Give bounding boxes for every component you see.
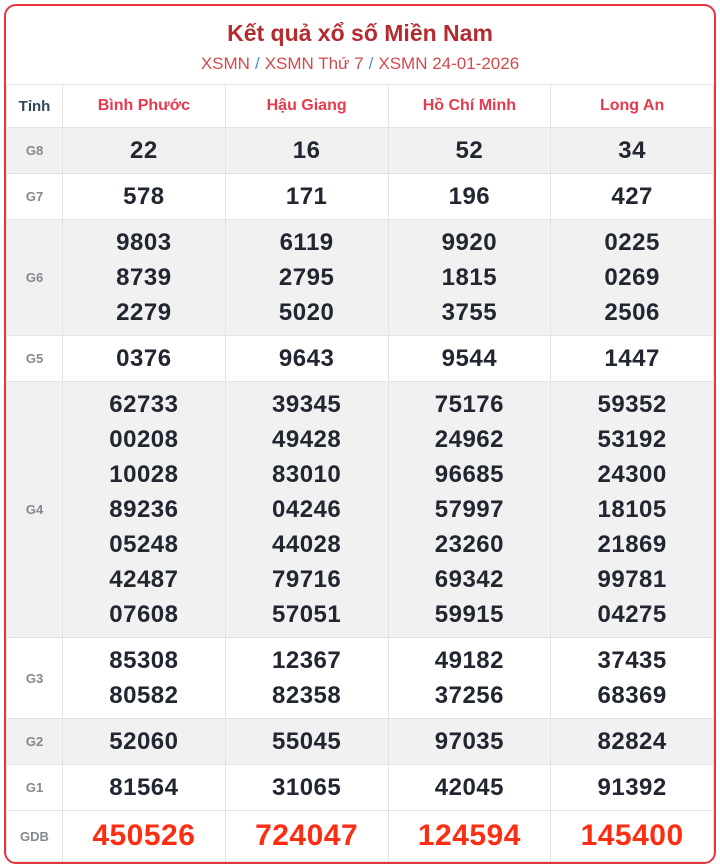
prize-row-gdb (7, 811, 714, 862)
prize-cell (225, 765, 388, 811)
prize-number: 37435 (597, 647, 667, 674)
breadcrumb-link-xsmn-thu-7[interactable]: XSMN Thứ 7 (264, 54, 364, 73)
prize-number: 62733 (109, 391, 179, 418)
prize-number: 1447 (604, 345, 660, 372)
prize-cell (63, 811, 226, 862)
prize-cell (63, 128, 226, 174)
breadcrumb-link-xsmn-date[interactable]: XSMN 24-01-2026 (378, 54, 520, 73)
prize-row-g8 (7, 128, 714, 174)
prize-number: 12367 (272, 647, 342, 674)
prize-number: 00208 (109, 426, 179, 453)
prize-cell (551, 765, 714, 811)
prize-number: 171 (285, 183, 328, 210)
prize-number: 69342 (434, 566, 504, 593)
prize-number: 53192 (597, 426, 667, 453)
prize-row-g2 (7, 719, 714, 765)
prize-number: 2279 (116, 299, 172, 326)
prize-number: 37256 (434, 682, 504, 709)
prize-number: 39345 (272, 391, 342, 418)
results-table (6, 84, 714, 862)
prize-row-label: G3 (7, 638, 63, 719)
prize-number: 9544 (441, 345, 498, 372)
prize-number: 85308 (109, 647, 179, 674)
prize-number: 89236 (109, 496, 179, 523)
prize-row-g1 (7, 765, 714, 811)
prize-cell (63, 638, 226, 719)
column-header-tinh: Tỉnh (7, 85, 63, 128)
prize-cell (388, 719, 551, 765)
prize-cell (388, 638, 551, 719)
prize-number: 3755 (441, 299, 498, 326)
prize-row-label: G2 (7, 719, 63, 765)
prize-row-label: G1 (7, 765, 63, 811)
prize-number: 59915 (434, 601, 504, 628)
prize-row-g5 (7, 336, 714, 382)
prize-number: 724047 (255, 819, 359, 852)
column-header-hau-giang[interactable]: Hậu Giang (225, 85, 388, 128)
prize-number: 68369 (597, 682, 667, 709)
prize-number: 42045 (434, 774, 504, 801)
prize-number: 49182 (434, 647, 504, 674)
prize-cell (225, 638, 388, 719)
prize-cell (225, 382, 388, 638)
prize-number: 2795 (278, 264, 335, 291)
prize-number: 9803 (116, 229, 172, 256)
prize-number: 8739 (116, 264, 172, 291)
prize-number: 9920 (441, 229, 498, 256)
prize-number: 80582 (109, 682, 179, 709)
breadcrumb (6, 53, 714, 74)
prize-number: 6119 (279, 229, 334, 256)
prize-cell (551, 811, 714, 862)
prize-number: 52060 (109, 728, 179, 755)
column-header-binh-phuoc[interactable]: Bình Phước (63, 85, 226, 128)
prize-number: 52 (455, 137, 484, 164)
prize-cell (551, 220, 714, 336)
prize-number: 0225 (604, 229, 660, 256)
card-header (6, 6, 714, 84)
prize-cell (388, 811, 551, 862)
prize-cell (388, 220, 551, 336)
prize-cell (551, 382, 714, 638)
prize-number: 24962 (434, 426, 504, 453)
prize-cell (63, 336, 226, 382)
prize-row-label: G7 (7, 174, 63, 220)
prize-number: 1815 (441, 264, 498, 291)
results-card (4, 4, 716, 864)
breadcrumb-link-xsmn[interactable]: XSMN (200, 54, 250, 73)
prize-number: 55045 (272, 728, 342, 755)
prize-row-g7 (7, 174, 714, 220)
prize-number: 81564 (109, 774, 179, 801)
prize-number: 75176 (434, 391, 504, 418)
prize-number: 124594 (417, 819, 521, 852)
prize-number: 145400 (580, 819, 684, 852)
prize-number: 96685 (434, 461, 504, 488)
prize-number: 9643 (278, 345, 335, 372)
prize-number: 07608 (109, 601, 179, 628)
breadcrumb-separator: / (368, 54, 374, 73)
prize-cell (225, 220, 388, 336)
prize-number: 21869 (597, 531, 667, 558)
prize-row-g6 (7, 220, 714, 336)
prize-number: 44028 (272, 531, 342, 558)
prize-cell (551, 128, 714, 174)
prize-number: 57997 (434, 496, 504, 523)
prize-number: 2506 (604, 299, 660, 326)
prize-cell (63, 765, 226, 811)
prize-cell (225, 811, 388, 862)
prize-number: 82824 (597, 728, 667, 755)
prize-cell (388, 174, 551, 220)
prize-row-label: G4 (7, 382, 63, 638)
prize-row-g3 (7, 638, 714, 719)
table-body (7, 128, 714, 862)
prize-number: 16 (292, 137, 321, 164)
prize-number: 83010 (272, 461, 342, 488)
prize-number: 196 (448, 183, 491, 210)
column-header-ho-chi-minh[interactable]: Hồ Chí Minh (388, 85, 551, 128)
prize-number: 0376 (116, 345, 172, 372)
prize-number: 49428 (272, 426, 342, 453)
prize-number: 59352 (597, 391, 667, 418)
column-header-long-an[interactable]: Long An (551, 85, 714, 128)
prize-cell (225, 336, 388, 382)
table-header-row (7, 85, 714, 128)
prize-number: 99781 (597, 566, 667, 593)
prize-number: 22 (130, 137, 158, 164)
prize-number: 91392 (597, 774, 667, 801)
prize-row-label: G8 (7, 128, 63, 174)
prize-cell (63, 220, 226, 336)
prize-number: 427 (611, 183, 653, 210)
prize-number: 04246 (272, 496, 342, 523)
prize-cell (63, 719, 226, 765)
page-title: Kết quả xổ số Miền Nam (227, 20, 493, 46)
prize-number: 18105 (597, 496, 667, 523)
prize-cell (225, 719, 388, 765)
prize-number: 450526 (92, 819, 196, 852)
prize-number: 05248 (109, 531, 179, 558)
prize-number: 5020 (278, 299, 335, 326)
prize-number: 24300 (597, 461, 667, 488)
prize-cell (551, 719, 714, 765)
prize-number: 578 (123, 183, 165, 210)
prize-number: 23260 (434, 531, 504, 558)
prize-cell (63, 174, 226, 220)
prize-cell (388, 336, 551, 382)
prize-cell (551, 174, 714, 220)
prize-number: 97035 (434, 728, 504, 755)
prize-number: 42487 (109, 566, 179, 593)
prize-row-label: GDB (7, 811, 63, 862)
prize-row-g4 (7, 382, 714, 638)
prize-number: 34 (618, 137, 646, 164)
prize-number: 82358 (272, 682, 342, 709)
prize-row-label: G6 (7, 220, 63, 336)
prize-number: 31065 (272, 774, 342, 801)
prize-cell (388, 128, 551, 174)
prize-number: 57051 (272, 601, 342, 628)
prize-cell (63, 382, 226, 638)
prize-cell (225, 128, 388, 174)
prize-cell (225, 174, 388, 220)
prize-number: 10028 (109, 461, 179, 488)
prize-number: 0269 (604, 264, 660, 291)
prize-cell (551, 336, 714, 382)
prize-row-label: G5 (7, 336, 63, 382)
prize-cell (388, 382, 551, 638)
prize-number: 79716 (272, 566, 342, 593)
breadcrumb-separator: / (254, 54, 260, 73)
prize-number: 04275 (597, 601, 667, 628)
prize-cell (388, 765, 551, 811)
prize-cell (551, 638, 714, 719)
